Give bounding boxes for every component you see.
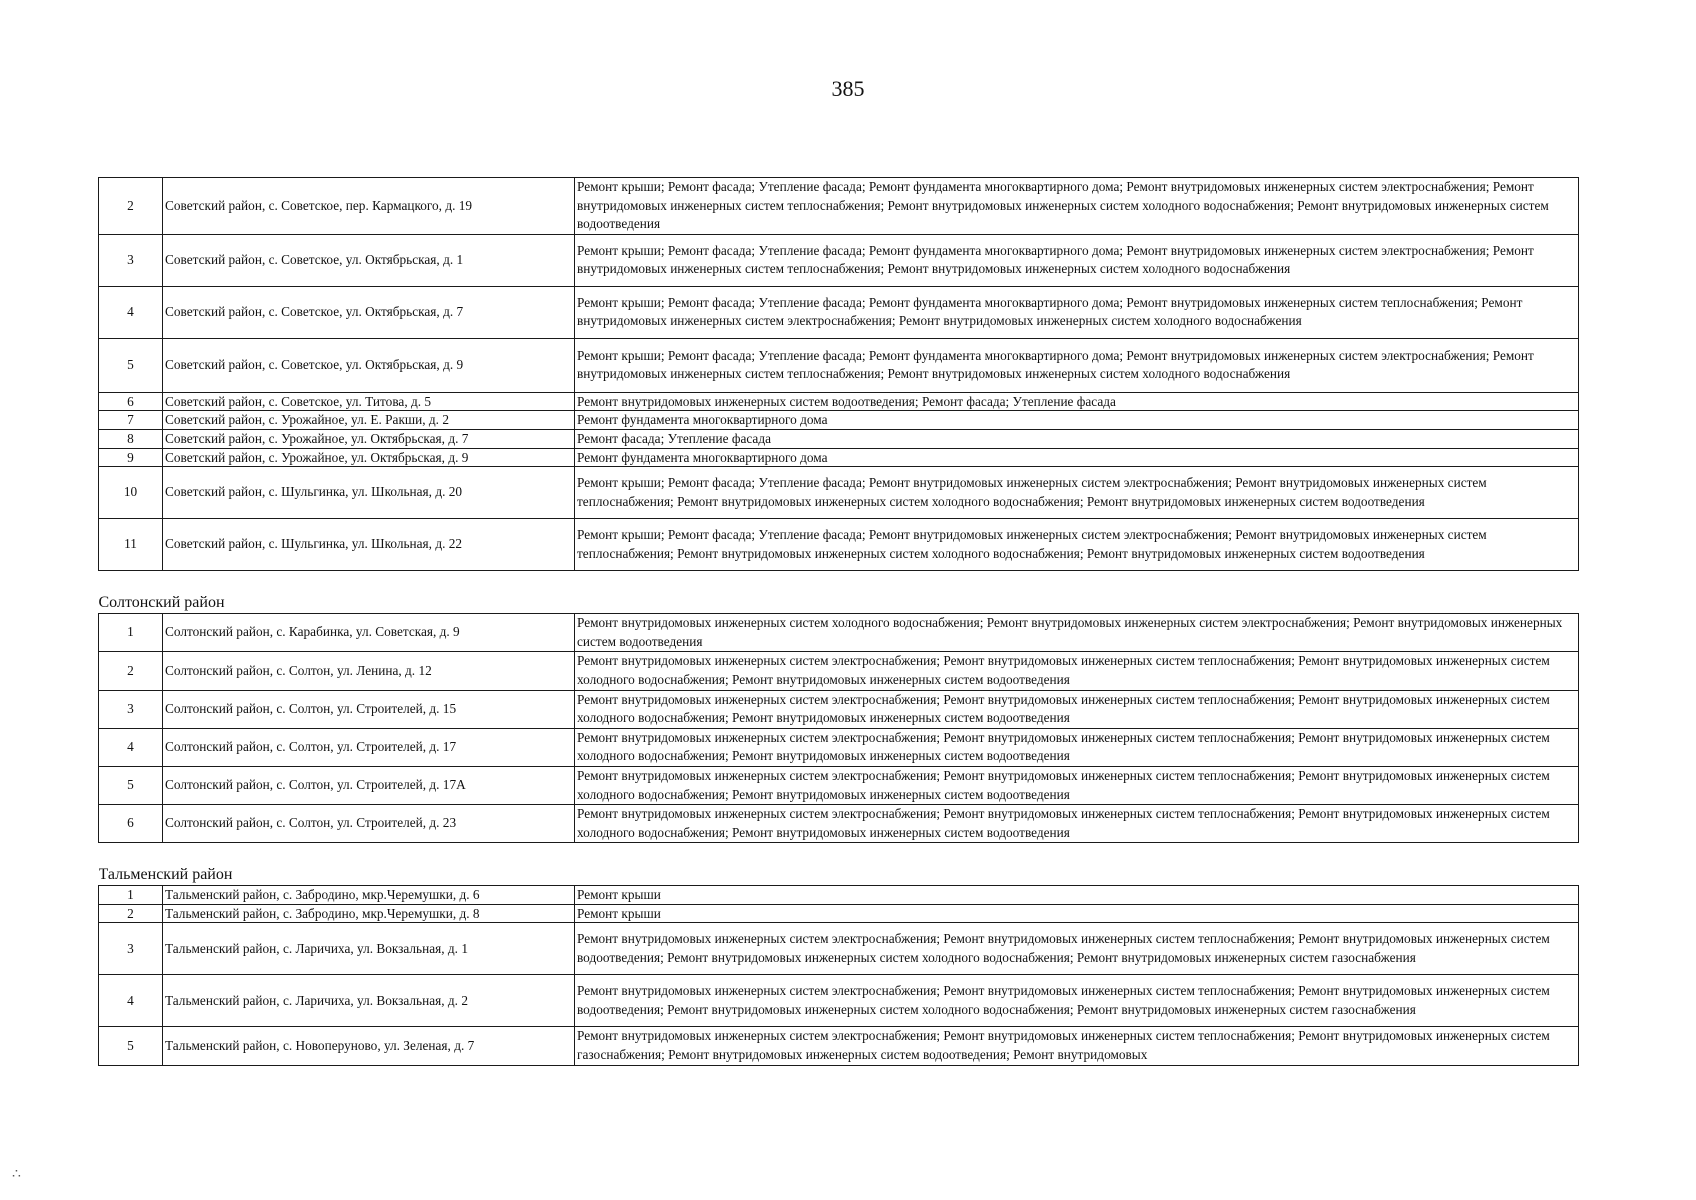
section-gap-cell bbox=[99, 843, 1579, 866]
row-number-cell: 5 bbox=[99, 1027, 163, 1065]
address-cell: Советский район, с. Советское, ул. Октябрьская, д. 7 bbox=[163, 286, 575, 338]
table-row bbox=[99, 519, 1579, 571]
address-cell: Солтонский район, с. Солтон, ул. Строителей, д. 15 bbox=[163, 690, 575, 728]
row-number-cell: 3 bbox=[99, 234, 163, 286]
table-row bbox=[99, 652, 1579, 690]
table-row bbox=[99, 975, 1579, 1027]
works-cell: Ремонт внутридомовых инженерных систем электроснабжения; Ремонт внутридомовых инженерных систем теплоснабжения; Ремонт внутридомовых инженерных систем холодного водоснабжения; Ремонт внутридомовых инженерных систем водоотведения bbox=[575, 766, 1579, 804]
address-cell: Тальменский район, с. Ларичиха, ул. Вокзальная, д. 1 bbox=[163, 923, 575, 975]
row-number-cell: 9 bbox=[99, 448, 163, 467]
table-row bbox=[99, 338, 1579, 392]
works-cell: Ремонт крыши bbox=[575, 886, 1579, 905]
row-number-cell: 4 bbox=[99, 975, 163, 1027]
works-cell: Ремонт фасада; Утепление фасада bbox=[575, 429, 1579, 448]
table-row bbox=[99, 886, 1579, 905]
row-number-cell: 2 bbox=[99, 904, 163, 923]
address-cell: Солтонский район, с. Солтон, ул. Строителей, д. 17 bbox=[163, 728, 575, 766]
table-row bbox=[99, 728, 1579, 766]
row-number-cell: 10 bbox=[99, 467, 163, 519]
section-title: Солтонский район bbox=[98, 594, 225, 612]
works-cell: Ремонт крыши; Ремонт фасада; Утепление фасада; Ремонт фундамента многоквартирного дома; Ремонт внутридомовых инженерных систем электроснабжения; Ремонт внутридомовых инженерных систем теплоснабжения; Ремонт внутридомовых инженерных систем холодного водоснабжения bbox=[575, 338, 1579, 392]
table-row bbox=[99, 467, 1579, 519]
table-row bbox=[99, 234, 1579, 286]
table-row bbox=[99, 766, 1579, 804]
works-cell: Ремонт внутридомовых инженерных систем водоотведения; Ремонт фасада; Утепление фасада bbox=[575, 392, 1579, 411]
section-gap bbox=[99, 843, 1579, 866]
address-cell: Советский район, с. Советское, ул. Октябрьская, д. 9 bbox=[163, 338, 575, 392]
page-number: 385 bbox=[831, 76, 865, 101]
table-row bbox=[99, 1027, 1579, 1065]
row-number-cell: 4 bbox=[99, 286, 163, 338]
row-number-cell: 3 bbox=[99, 690, 163, 728]
row-number-cell: 7 bbox=[99, 411, 163, 430]
works-cell: Ремонт крыши; Ремонт фасада; Утепление фасада; Ремонт фундамента многоквартирного дома; Ремонт внутридомовых инженерных систем электроснабжения; Ремонт внутридомовых инженерных систем теплоснабжения; Ремонт внутридомовых инженерных систем холодного водоснабжения bbox=[575, 234, 1579, 286]
address-cell: Солтонский район, с. Карабинка, ул. Советская, д. 9 bbox=[163, 614, 575, 652]
repair-schedule-sheet bbox=[98, 177, 1578, 1066]
address-cell: Тальменский район, с. Новоперуново, ул. Зеленая, д. 7 bbox=[163, 1027, 575, 1065]
works-cell: Ремонт внутридомовых инженерных систем электроснабжения; Ремонт внутридомовых инженерных систем теплоснабжения; Ремонт внутридомовых инженерных систем холодного водоснабжения; Ремонт внутридомовых инженерных систем водоотведения bbox=[575, 690, 1579, 728]
address-cell: Советский район, с. Шульгинка, ул. Школьная, д. 22 bbox=[163, 519, 575, 571]
row-number-cell: 5 bbox=[99, 766, 163, 804]
table-row bbox=[99, 178, 1579, 235]
stray-scan-mark: ∴ bbox=[12, 1167, 21, 1182]
repair-schedule-table bbox=[98, 177, 1579, 1066]
works-cell: Ремонт внутридомовых инженерных систем электроснабжения; Ремонт внутридомовых инженерных систем теплоснабжения; Ремонт внутридомовых инженерных систем водоотведения; Ремонт внутридомовых инженерных систем холодного водоснабжения; Ремонт внутридомовых инженерных систем газоснабжения bbox=[575, 923, 1579, 975]
section-header-row bbox=[99, 593, 1579, 614]
table-row bbox=[99, 429, 1579, 448]
works-cell: Ремонт внутридомовых инженерных систем электроснабжения; Ремонт внутридомовых инженерных систем теплоснабжения; Ремонт внутридомовых инженерных систем газоснабжения; Ремонт внутридомовых инженерных систем водоотведения; Ремонт внутридомовых bbox=[575, 1027, 1579, 1065]
works-cell: Ремонт фундамента многоквартирного дома bbox=[575, 411, 1579, 430]
address-cell: Советский район, с. Советское, ул. Титова, д. 5 bbox=[163, 392, 575, 411]
table-row bbox=[99, 904, 1579, 923]
table-row bbox=[99, 448, 1579, 467]
row-number-cell: 6 bbox=[99, 392, 163, 411]
address-cell: Советский район, с. Советское, пер. Кармацкого, д. 19 bbox=[163, 178, 575, 235]
table-row bbox=[99, 923, 1579, 975]
row-number-cell: 4 bbox=[99, 728, 163, 766]
address-cell: Советский район, с. Урожайное, ул. Октябрьская, д. 9 bbox=[163, 448, 575, 467]
table-row bbox=[99, 690, 1579, 728]
section-title: Тальменский район bbox=[98, 866, 233, 884]
table-row bbox=[99, 805, 1579, 843]
address-cell: Советский район, с. Урожайное, ул. Е. Ракши, д. 2 bbox=[163, 411, 575, 430]
table-row bbox=[99, 614, 1579, 652]
table-row bbox=[99, 286, 1579, 338]
address-cell: Советский район, с. Шульгинка, ул. Школьная, д. 20 bbox=[163, 467, 575, 519]
table-row bbox=[99, 392, 1579, 411]
row-number-cell: 1 bbox=[99, 614, 163, 652]
row-number-cell: 6 bbox=[99, 805, 163, 843]
works-cell: Ремонт крыши; Ремонт фасада; Утепление фасада; Ремонт внутридомовых инженерных систем электроснабжения; Ремонт внутридомовых инженерных систем теплоснабжения; Ремонт внутридомовых инженерных систем холодного водоснабжения; Ремонт внутридомовых инженерных систем водоотведения bbox=[575, 519, 1579, 571]
works-cell: Ремонт крыши bbox=[575, 904, 1579, 923]
works-cell: Ремонт внутридомовых инженерных систем электроснабжения; Ремонт внутридомовых инженерных систем теплоснабжения; Ремонт внутридомовых инженерных систем водоотведения; Ремонт внутридомовых инженерных систем холодного водоснабжения; Ремонт внутридомовых инженерных систем газоснабжения bbox=[575, 975, 1579, 1027]
address-cell: Солтонский район, с. Солтон, ул. Ленина, д. 12 bbox=[163, 652, 575, 690]
row-number-cell: 3 bbox=[99, 923, 163, 975]
address-cell: Солтонский район, с. Солтон, ул. Строителей, д. 23 bbox=[163, 805, 575, 843]
section-gap bbox=[99, 571, 1579, 594]
row-number-cell: 11 bbox=[99, 519, 163, 571]
section-gap-cell bbox=[99, 571, 1579, 594]
works-cell: Ремонт крыши; Ремонт фасада; Утепление фасада; Ремонт фундамента многоквартирного дома; Ремонт внутридомовых инженерных систем электроснабжения; Ремонт внутридомовых инженерных систем теплоснабжения; Ремонт внутридомовых инженерных систем холодного водоснабжения; Ремонт внутридомовых инженерных систем водоотведения bbox=[575, 178, 1579, 235]
works-cell: Ремонт внутридомовых инженерных систем электроснабжения; Ремонт внутридомовых инженерных систем теплоснабжения; Ремонт внутридомовых инженерных систем холодного водоснабжения; Ремонт внутридомовых инженерных систем водоотведения bbox=[575, 652, 1579, 690]
works-cell: Ремонт крыши; Ремонт фасада; Утепление фасада; Ремонт внутридомовых инженерных систем электроснабжения; Ремонт внутридомовых инженерных систем теплоснабжения; Ремонт внутридомовых инженерных систем холодного водоснабжения; Ремонт внутридомовых инженерных систем водоотведения bbox=[575, 467, 1579, 519]
table-row bbox=[99, 411, 1579, 430]
address-cell: Тальменский район, с. Ларичиха, ул. Вокзальная, д. 2 bbox=[163, 975, 575, 1027]
works-cell: Ремонт внутридомовых инженерных систем электроснабжения; Ремонт внутридомовых инженерных систем теплоснабжения; Ремонт внутридомовых инженерных систем холодного водоснабжения; Ремонт внутридомовых инженерных систем водоотведения bbox=[575, 728, 1579, 766]
address-cell: Тальменский район, с. Забродино, мкр.Черемушки, д. 6 bbox=[163, 886, 575, 905]
row-number-cell: 2 bbox=[99, 178, 163, 235]
row-number-cell: 5 bbox=[99, 338, 163, 392]
section-header-row bbox=[99, 865, 1579, 886]
address-cell: Советский район, с. Советское, ул. Октябрьская, д. 1 bbox=[163, 234, 575, 286]
address-cell: Советский район, с. Урожайное, ул. Октябрьская, д. 7 bbox=[163, 429, 575, 448]
row-number-cell: 2 bbox=[99, 652, 163, 690]
address-cell: Тальменский район, с. Забродино, мкр.Черемушки, д. 8 bbox=[163, 904, 575, 923]
works-cell: Ремонт внутридомовых инженерных систем электроснабжения; Ремонт внутридомовых инженерных систем теплоснабжения; Ремонт внутридомовых инженерных систем холодного водоснабжения; Ремонт внутридомовых инженерных систем водоотведения bbox=[575, 805, 1579, 843]
works-cell: Ремонт внутридомовых инженерных систем холодного водоснабжения; Ремонт внутридомовых инженерных систем электроснабжения; Ремонт внутридомовых инженерных систем водоотведения bbox=[575, 614, 1579, 652]
address-cell: Солтонский район, с. Солтон, ул. Строителей, д. 17А bbox=[163, 766, 575, 804]
works-cell: Ремонт фундамента многоквартирного дома bbox=[575, 448, 1579, 467]
works-cell: Ремонт крыши; Ремонт фасада; Утепление фасада; Ремонт фундамента многоквартирного дома; Ремонт внутридомовых инженерных систем теплоснабжения; Ремонт внутридомовых инженерных систем электроснабжения; Ремонт внутридомовых инженерных систем холодного водоснабжения bbox=[575, 286, 1579, 338]
row-number-cell: 1 bbox=[99, 886, 163, 905]
row-number-cell: 8 bbox=[99, 429, 163, 448]
